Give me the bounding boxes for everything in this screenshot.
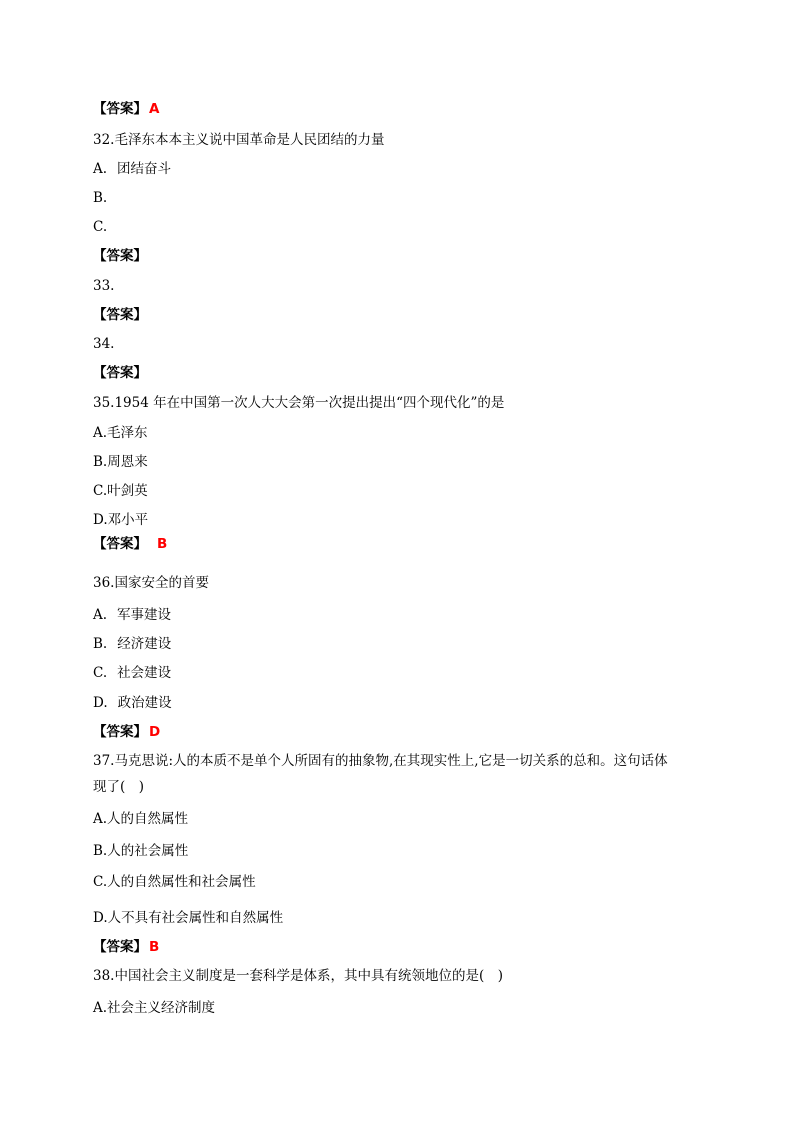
answer-value: B	[157, 536, 168, 552]
question-35-stem: 35.1954 年在中国第一次人大大会第一次提出提出“四个现代化”的是	[93, 395, 505, 411]
question-38-option-a	[93, 999, 215, 1017]
question-35-option-d	[93, 511, 148, 529]
answer-label: 【答案】	[93, 536, 147, 552]
option-text: 经济建设	[117, 636, 172, 652]
answer-line-37	[93, 938, 159, 956]
answer-label: 【答案】	[93, 101, 147, 117]
question-37-stem-line-1: 37.马克思说:人的本质不是单个人所固有的抽象物,在其现实性上,它是一切关系的总和。这句话体	[93, 753, 668, 769]
answer-label: 【答案】	[93, 724, 147, 740]
question-37-option-a	[93, 810, 188, 828]
option-key: C.	[93, 483, 108, 499]
option-key: A.	[93, 811, 108, 827]
option-key: D.	[93, 512, 108, 528]
question-36-stem: 36.国家安全的首要	[93, 575, 209, 591]
option-text: 周恩来	[107, 454, 148, 470]
question-35-option-b	[93, 453, 148, 471]
option-key: B.	[93, 843, 108, 859]
question-36-option-a	[93, 606, 171, 624]
answer-line-31	[93, 100, 159, 118]
option-key: C.	[93, 665, 108, 681]
answer-line-35	[93, 535, 167, 553]
answer-value: D	[149, 724, 161, 740]
question-35-option-a	[93, 424, 148, 442]
question-34-stem: 34.	[93, 336, 115, 352]
question-37-option-b	[93, 842, 188, 860]
option-text: 政治建设	[117, 695, 172, 711]
question-33-stem: 33.	[93, 278, 115, 294]
question-36-option-b	[93, 635, 171, 653]
option-key: D.	[93, 695, 108, 711]
question-37-option-d	[93, 909, 283, 927]
option-key: B.	[93, 636, 108, 652]
option-key: A.	[93, 161, 108, 177]
option-key: A.	[93, 1000, 108, 1016]
option-text: 叶剑英	[107, 483, 148, 499]
option-key: B.	[93, 190, 108, 206]
option-key: D.	[93, 910, 108, 926]
question-36-option-c	[93, 664, 171, 682]
answer-label: 【答案】	[93, 248, 147, 264]
question-38-stem: 38.中国社会主义制度是一套科学是体系，其中具有统领地位的是( )	[93, 968, 504, 984]
option-text: 社会建设	[117, 665, 172, 681]
answer-line-36	[93, 723, 160, 741]
option-text: 人的自然属性	[107, 811, 189, 827]
option-key: B.	[93, 454, 108, 470]
answer-label: 【答案】	[93, 307, 147, 323]
option-key: A.	[93, 607, 108, 623]
answer-label: 【答案】	[93, 365, 147, 381]
question-37-option-c	[93, 873, 256, 891]
option-text: 社会主义经济制度	[107, 1000, 216, 1016]
answer-value: B	[149, 939, 160, 955]
question-35-option-c	[93, 482, 148, 500]
answer-line-32	[93, 247, 147, 265]
option-text: 人的社会属性	[107, 843, 189, 859]
option-key: C.	[93, 219, 108, 235]
option-text: 邓小平	[107, 512, 149, 528]
question-32-option-a	[93, 160, 171, 178]
question-32-option-b	[93, 189, 107, 207]
option-text: 毛泽东	[107, 425, 148, 441]
option-text: 人不具有社会属性和自然属性	[107, 910, 284, 926]
answer-line-34	[93, 364, 147, 382]
question-37-stem-line-2: 现了( )	[93, 779, 145, 795]
option-key: C.	[93, 874, 108, 890]
option-key: A.	[93, 425, 108, 441]
option-text: 团结奋斗	[117, 161, 172, 177]
option-text: 人的自然属性和社会属性	[107, 874, 256, 890]
question-32-option-c	[93, 218, 107, 236]
question-36-option-d	[93, 694, 172, 712]
answer-line-33	[93, 306, 147, 324]
question-32-stem: 32.毛泽东本本主义说中国革命是人民团结的力量	[93, 132, 385, 148]
answer-value: A	[149, 101, 160, 117]
option-text: 军事建设	[117, 607, 172, 623]
answer-label: 【答案】	[93, 939, 147, 955]
